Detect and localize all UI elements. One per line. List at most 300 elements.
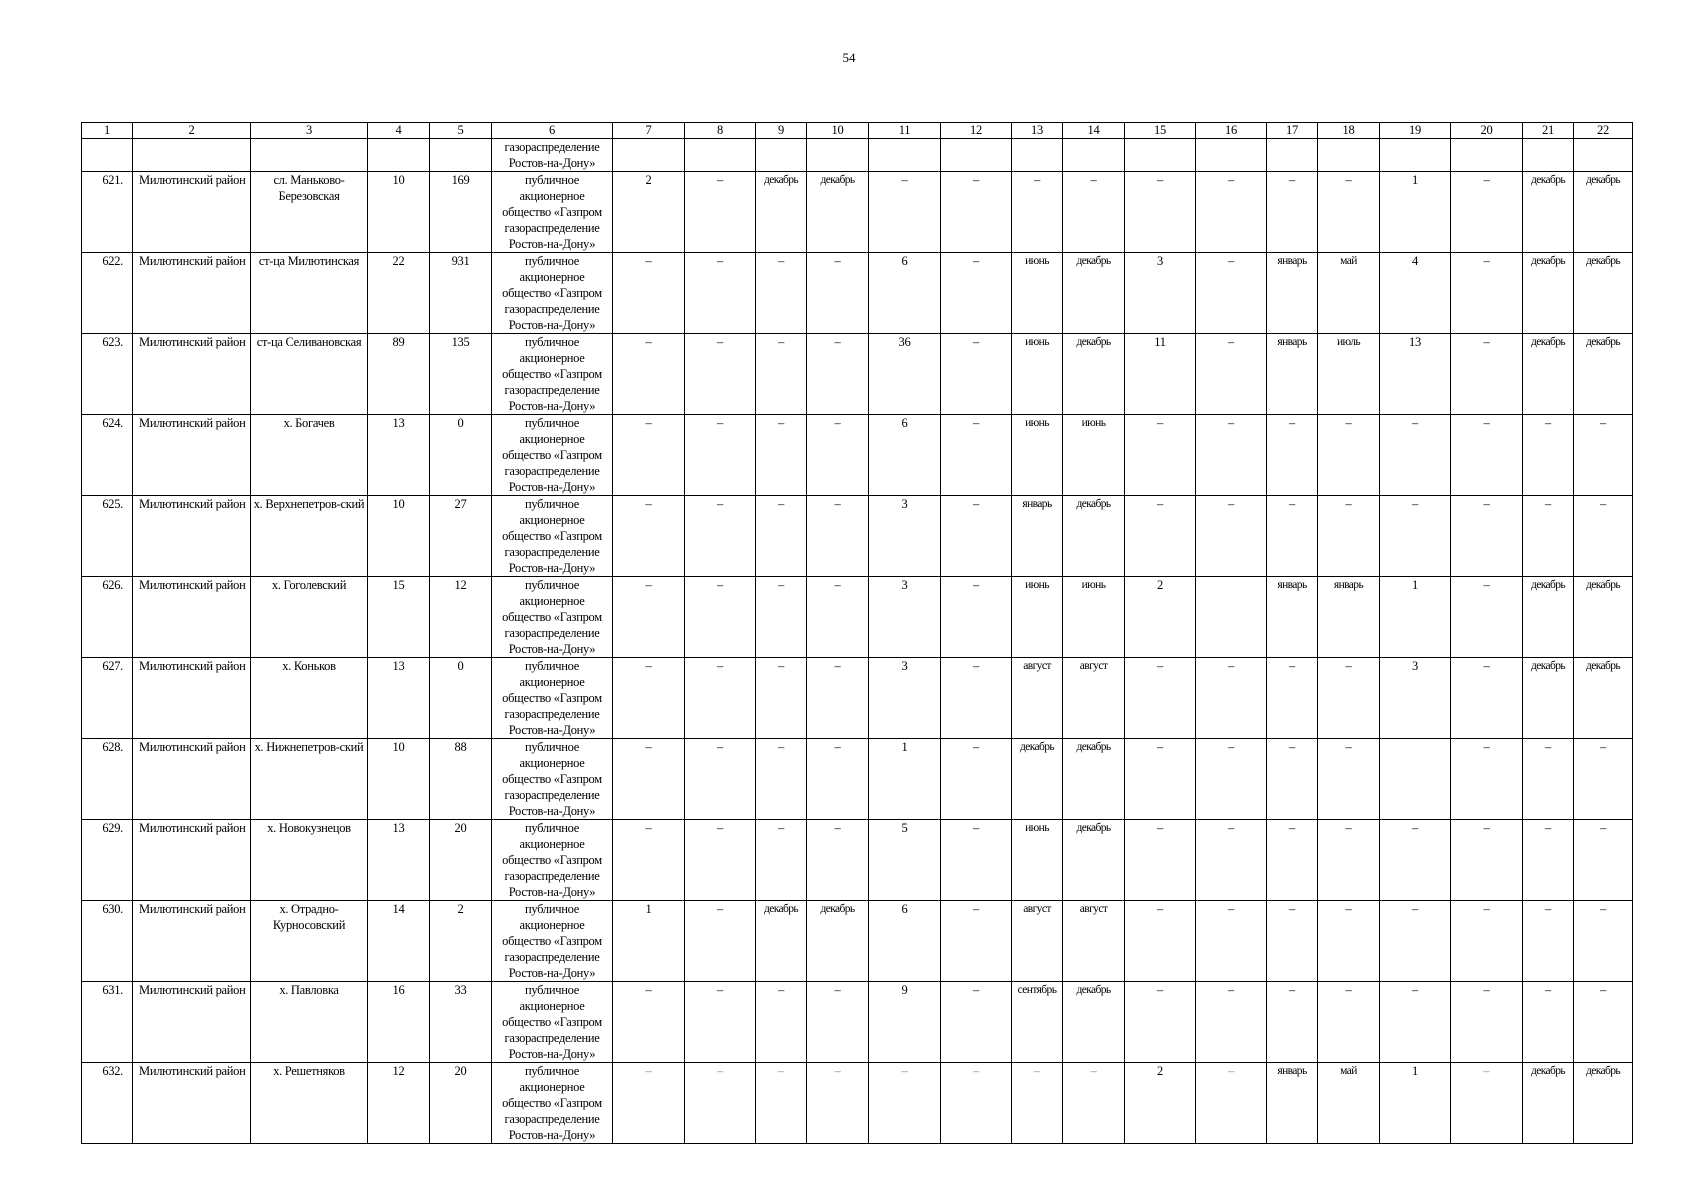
table-cell-col-21: декабрь	[1523, 577, 1574, 658]
table-cell-col-6: публичное акционерное общество «Газпром газораспределение Ростов-на-Дону»	[492, 739, 613, 820]
table-cell-col-18: июль	[1318, 334, 1380, 415]
table-cell-col-7: –	[613, 577, 685, 658]
column-header-2: 2	[133, 123, 251, 139]
table-cell-col-11: 6	[869, 253, 941, 334]
table-cell-col-9: –	[756, 982, 807, 1063]
table-cell-col-18	[1318, 139, 1380, 172]
table-cell-col-1: 630.	[82, 901, 133, 982]
table-cell-col-3: х. Богачев	[251, 415, 368, 496]
table-cell-col-17: январь	[1267, 253, 1318, 334]
table-cell-col-3: х. Коньков	[251, 658, 368, 739]
table-cell-col-8: –	[685, 820, 756, 901]
table-cell-col-14: –	[1063, 172, 1125, 253]
table-cell-col-15: –	[1125, 739, 1196, 820]
table-cell-col-13: июнь	[1012, 253, 1063, 334]
table-cell-col-2: Милютинский район	[133, 1063, 251, 1144]
table-cell-col-10: декабрь	[807, 901, 869, 982]
continuation-row	[82, 139, 1633, 172]
table-cell-col-11: 36	[869, 334, 941, 415]
table-cell-col-12: –	[941, 172, 1012, 253]
column-header-9: 9	[756, 123, 807, 139]
table-cell-col-22: –	[1574, 739, 1633, 820]
table-cell-col-1: 621.	[82, 172, 133, 253]
table-cell-col-18: –	[1318, 658, 1380, 739]
table-cell-col-5: 2	[430, 901, 492, 982]
table-cell-col-2: Милютинский район	[133, 334, 251, 415]
table-cell-col-12: –	[941, 901, 1012, 982]
table-cell-col-10: –	[807, 334, 869, 415]
table-cell-col-13: декабрь	[1012, 739, 1063, 820]
table-cell-col-11: 9	[869, 982, 941, 1063]
table-cell-col-22: –	[1574, 820, 1633, 901]
table-cell-col-12: –	[941, 577, 1012, 658]
table-cell-col-16: –	[1196, 172, 1267, 253]
table-cell-col-14: август	[1063, 658, 1125, 739]
table-cell-col-4: 13	[368, 658, 430, 739]
table-cell-col-9: –	[756, 577, 807, 658]
table-cell-col-16	[1196, 577, 1267, 658]
table-cell-col-1: 623.	[82, 334, 133, 415]
table-cell-col-5: 20	[430, 1063, 492, 1144]
table-cell-col-19: 1	[1380, 172, 1451, 253]
table-cell-col-11: –	[869, 172, 941, 253]
table-cell-col-16: –	[1196, 982, 1267, 1063]
column-header-14: 14	[1063, 123, 1125, 139]
column-header-5: 5	[430, 123, 492, 139]
table-cell-col-13: август	[1012, 901, 1063, 982]
table-cell-col-9: декабрь	[756, 172, 807, 253]
table-cell-col-15: 2	[1125, 1063, 1196, 1144]
table-cell-col-10: декабрь	[807, 172, 869, 253]
table-cell-col-16: –	[1196, 253, 1267, 334]
table-cell-col-5: 12	[430, 577, 492, 658]
column-header-21: 21	[1523, 123, 1574, 139]
table-cell-col-5: 88	[430, 739, 492, 820]
table-cell-col-1: 629.	[82, 820, 133, 901]
table-cell-col-12: –	[941, 658, 1012, 739]
table-cell-col-2: Милютинский район	[133, 496, 251, 577]
table-cell-col-12: –	[941, 739, 1012, 820]
table-cell-col-21: декабрь	[1523, 658, 1574, 739]
column-header-15: 15	[1125, 123, 1196, 139]
table-cell-col-22: декабрь	[1574, 1063, 1633, 1144]
table-cell-col-8: –	[685, 496, 756, 577]
table-cell-col-19: 4	[1380, 253, 1451, 334]
table-cell-col-22: декабрь	[1574, 658, 1633, 739]
table-cell-col-4: 13	[368, 415, 430, 496]
table-cell-col-5: 27	[430, 496, 492, 577]
table-cell-col-8: –	[685, 172, 756, 253]
table-cell-col-7: –	[613, 658, 685, 739]
table-cell-col-9: –	[756, 820, 807, 901]
table-cell-col-3: х. Новокузнецов	[251, 820, 368, 901]
table-cell-col-16: –	[1196, 820, 1267, 901]
table-cell-col-4: 10	[368, 172, 430, 253]
table-cell-col-3: х. Отрадно-Курносовский	[251, 901, 368, 982]
table-cell-col-19: –	[1380, 496, 1451, 577]
table-cell-col-3: х. Нижнепетров-ский	[251, 739, 368, 820]
table-cell-col-7: –	[613, 739, 685, 820]
table-cell-col-5: 33	[430, 982, 492, 1063]
table-cell-col-12: –	[941, 415, 1012, 496]
table-cell-col-15: –	[1125, 901, 1196, 982]
table-cell-col-3	[251, 139, 368, 172]
table-cell-col-22: декабрь	[1574, 253, 1633, 334]
table-cell-col-3: ст-ца Селивановская	[251, 334, 368, 415]
table-cell-col-7: –	[613, 496, 685, 577]
table-cell-col-1: 624.	[82, 415, 133, 496]
table-cell-col-17	[1267, 139, 1318, 172]
table-cell-col-16: –	[1196, 496, 1267, 577]
table-cell-col-2	[133, 139, 251, 172]
page-number: 54	[842, 50, 856, 65]
column-header-19: 19	[1380, 123, 1451, 139]
table-cell-col-17: январь	[1267, 577, 1318, 658]
table-cell-col-20: –	[1451, 253, 1523, 334]
column-header-8: 8	[685, 123, 756, 139]
table-row	[82, 658, 1633, 739]
table-cell-col-16: –	[1196, 415, 1267, 496]
table-cell-col-10	[807, 139, 869, 172]
table-cell-col-13: июнь	[1012, 334, 1063, 415]
table-cell-col-20: –	[1451, 577, 1523, 658]
column-header-10: 10	[807, 123, 869, 139]
table-cell-col-19: 3	[1380, 658, 1451, 739]
table-cell-col-4: 10	[368, 739, 430, 820]
table-cell-col-19	[1380, 739, 1451, 820]
table-cell-col-7: –	[613, 982, 685, 1063]
table-cell-col-11: 1	[869, 739, 941, 820]
table-cell-col-20: –	[1451, 1063, 1523, 1144]
table-cell-col-1: 628.	[82, 739, 133, 820]
table-cell-col-18: –	[1318, 496, 1380, 577]
column-header-7: 7	[613, 123, 685, 139]
table-cell-col-7: 1	[613, 901, 685, 982]
table-cell-col-14: –	[1063, 1063, 1125, 1144]
table-cell-col-22: декабрь	[1574, 577, 1633, 658]
table-cell-col-11: 6	[869, 415, 941, 496]
table-cell-col-10: –	[807, 820, 869, 901]
table-cell-col-9: декабрь	[756, 901, 807, 982]
table-cell-col-12: –	[941, 1063, 1012, 1144]
table-cell-col-3: ст-ца Милютинская	[251, 253, 368, 334]
table-cell-col-9: –	[756, 658, 807, 739]
table-cell-col-14: декабрь	[1063, 739, 1125, 820]
table-cell-col-2: Милютинский район	[133, 901, 251, 982]
table-cell-col-10: –	[807, 1063, 869, 1144]
table-cell-col-20: –	[1451, 901, 1523, 982]
table-cell-col-6: публичное акционерное общество «Газпром газораспределение Ростов-на-Дону»	[492, 253, 613, 334]
table-cell-col-12: –	[941, 820, 1012, 901]
table-cell-col-5: 169	[430, 172, 492, 253]
table-cell-col-12: –	[941, 334, 1012, 415]
table-cell-col-9: –	[756, 334, 807, 415]
table-cell-col-4	[368, 139, 430, 172]
table-cell-col-18: –	[1318, 901, 1380, 982]
table-cell-col-19: –	[1380, 820, 1451, 901]
column-header-6: 6	[492, 123, 613, 139]
table-cell-col-20: –	[1451, 820, 1523, 901]
table-cell-col-20: –	[1451, 982, 1523, 1063]
table-cell-col-21: декабрь	[1523, 1063, 1574, 1144]
table-cell-col-14: декабрь	[1063, 496, 1125, 577]
table-cell-col-10: –	[807, 739, 869, 820]
table-cell-col-15: 11	[1125, 334, 1196, 415]
table-cell-col-17: –	[1267, 658, 1318, 739]
table-cell-col-7: –	[613, 334, 685, 415]
table-cell-col-7: –	[613, 820, 685, 901]
table-cell-col-13: июнь	[1012, 577, 1063, 658]
table-cell-col-15: –	[1125, 658, 1196, 739]
table-cell-col-7: 2	[613, 172, 685, 253]
table-cell-col-22: –	[1574, 901, 1633, 982]
table-cell-col-18: –	[1318, 982, 1380, 1063]
column-number-row	[82, 123, 1633, 139]
table-cell-col-20	[1451, 139, 1523, 172]
table-cell-col-8: –	[685, 982, 756, 1063]
table-row	[82, 982, 1633, 1063]
table-cell-col-22: –	[1574, 982, 1633, 1063]
table-cell-col-1: 631.	[82, 982, 133, 1063]
table-cell-col-16: –	[1196, 739, 1267, 820]
table-cell-col-9: –	[756, 253, 807, 334]
table-row	[82, 1063, 1633, 1144]
table-cell-col-4: 13	[368, 820, 430, 901]
table-cell-col-14: июнь	[1063, 577, 1125, 658]
table-cell-col-3: сл. Маньково-Березовская	[251, 172, 368, 253]
table-cell-col-19: 1	[1380, 1063, 1451, 1144]
table-cell-col-6: публичное акционерное общество «Газпром газораспределение Ростов-на-Дону»	[492, 334, 613, 415]
table-cell-col-8: –	[685, 1063, 756, 1144]
table-cell-col-18: –	[1318, 415, 1380, 496]
column-header-17: 17	[1267, 123, 1318, 139]
table-cell-col-6: газораспределение Ростов-на-Дону»	[492, 139, 613, 172]
table-cell-col-3: х. Верхнепетров-ский	[251, 496, 368, 577]
table-cell-col-21: декабрь	[1523, 253, 1574, 334]
table-cell-col-6: публичное акционерное общество «Газпром газораспределение Ростов-на-Дону»	[492, 820, 613, 901]
table-cell-col-18: май	[1318, 253, 1380, 334]
table-cell-col-21	[1523, 139, 1574, 172]
table-cell-col-10: –	[807, 415, 869, 496]
table-cell-col-4: 12	[368, 1063, 430, 1144]
table-cell-col-14: декабрь	[1063, 820, 1125, 901]
table-cell-col-9: –	[756, 1063, 807, 1144]
table-cell-col-18: январь	[1318, 577, 1380, 658]
table-cell-col-3: х. Павловка	[251, 982, 368, 1063]
table-cell-col-15: –	[1125, 820, 1196, 901]
table-cell-col-21: –	[1523, 982, 1574, 1063]
table-cell-col-8: –	[685, 739, 756, 820]
column-header-3: 3	[251, 123, 368, 139]
table-cell-col-3: х. Гоголевский	[251, 577, 368, 658]
table-cell-col-10: –	[807, 496, 869, 577]
table-cell-col-2: Милютинский район	[133, 253, 251, 334]
table-cell-col-8	[685, 139, 756, 172]
table-row	[82, 901, 1633, 982]
table-cell-col-22: –	[1574, 496, 1633, 577]
table-cell-col-15: –	[1125, 415, 1196, 496]
table-cell-col-11	[869, 139, 941, 172]
table-cell-col-8: –	[685, 253, 756, 334]
table-cell-col-17: –	[1267, 172, 1318, 253]
table-cell-col-19: –	[1380, 982, 1451, 1063]
table-cell-col-3: х. Решетняков	[251, 1063, 368, 1144]
table-row	[82, 415, 1633, 496]
table-cell-col-10: –	[807, 577, 869, 658]
table-cell-col-22: –	[1574, 415, 1633, 496]
table-cell-col-6: публичное акционерное общество «Газпром газораспределение Ростов-на-Дону»	[492, 901, 613, 982]
table-cell-col-1: 622.	[82, 253, 133, 334]
table-cell-col-5: 931	[430, 253, 492, 334]
table-cell-col-11: 3	[869, 658, 941, 739]
table-cell-col-9: –	[756, 739, 807, 820]
table-cell-col-21: –	[1523, 901, 1574, 982]
table-row	[82, 253, 1633, 334]
table-cell-col-12: –	[941, 496, 1012, 577]
table-cell-col-17: –	[1267, 496, 1318, 577]
table-cell-col-22: декабрь	[1574, 172, 1633, 253]
table-cell-col-5: 0	[430, 415, 492, 496]
table-cell-col-2: Милютинский район	[133, 577, 251, 658]
table-cell-col-6: публичное акционерное общество «Газпром газораспределение Ростов-на-Дону»	[492, 577, 613, 658]
table-cell-col-16: –	[1196, 658, 1267, 739]
table-cell-col-21: –	[1523, 496, 1574, 577]
table-cell-col-1: 632.	[82, 1063, 133, 1144]
column-header-11: 11	[869, 123, 941, 139]
column-header-12: 12	[941, 123, 1012, 139]
table-cell-col-10: –	[807, 253, 869, 334]
table-cell-col-6: публичное акционерное общество «Газпром газораспределение Ростов-на-Дону»	[492, 1063, 613, 1144]
table-cell-col-22	[1574, 139, 1633, 172]
table-cell-col-15	[1125, 139, 1196, 172]
table-cell-col-15: 3	[1125, 253, 1196, 334]
table-row	[82, 577, 1633, 658]
table-cell-col-21: –	[1523, 415, 1574, 496]
table-cell-col-17: –	[1267, 982, 1318, 1063]
table-cell-col-9	[756, 139, 807, 172]
table-cell-col-19: 13	[1380, 334, 1451, 415]
table-cell-col-20: –	[1451, 739, 1523, 820]
table-cell-col-6: публичное акционерное общество «Газпром газораспределение Ростов-на-Дону»	[492, 658, 613, 739]
table-cell-col-15: 2	[1125, 577, 1196, 658]
table-cell-col-12	[941, 139, 1012, 172]
table-cell-col-13: август	[1012, 658, 1063, 739]
table-cell-col-2: Милютинский район	[133, 982, 251, 1063]
table-cell-col-7: –	[613, 253, 685, 334]
table-cell-col-2: Милютинский район	[133, 415, 251, 496]
table-cell-col-17: январь	[1267, 334, 1318, 415]
table-cell-col-2: Милютинский район	[133, 172, 251, 253]
table-cell-col-2: Милютинский район	[133, 739, 251, 820]
table-cell-col-4: 14	[368, 901, 430, 982]
table-cell-col-8: –	[685, 577, 756, 658]
table-cell-col-13: –	[1012, 1063, 1063, 1144]
table-cell-col-15: –	[1125, 982, 1196, 1063]
table-cell-col-11: 6	[869, 901, 941, 982]
table-cell-col-16	[1196, 139, 1267, 172]
table-cell-col-10: –	[807, 982, 869, 1063]
table-cell-col-14: июнь	[1063, 415, 1125, 496]
table-cell-col-7: –	[613, 1063, 685, 1144]
table-cell-col-6: публичное акционерное общество «Газпром газораспределение Ростов-на-Дону»	[492, 172, 613, 253]
table-cell-col-1: 625.	[82, 496, 133, 577]
table-cell-col-5	[430, 139, 492, 172]
table-cell-col-5: 135	[430, 334, 492, 415]
table-cell-col-21: –	[1523, 820, 1574, 901]
table-cell-col-4: 15	[368, 577, 430, 658]
table-row	[82, 820, 1633, 901]
table-cell-col-22: декабрь	[1574, 334, 1633, 415]
table-cell-col-5: 20	[430, 820, 492, 901]
column-header-4: 4	[368, 123, 430, 139]
table-cell-col-4: 22	[368, 253, 430, 334]
table-cell-col-14: август	[1063, 901, 1125, 982]
column-header-1: 1	[82, 123, 133, 139]
table-cell-col-13: июнь	[1012, 820, 1063, 901]
table-cell-col-21: –	[1523, 739, 1574, 820]
column-header-22: 22	[1574, 123, 1633, 139]
table-cell-col-11: 5	[869, 820, 941, 901]
column-header-16: 16	[1196, 123, 1267, 139]
table-cell-col-2: Милютинский район	[133, 658, 251, 739]
table-row	[82, 334, 1633, 415]
table-cell-col-6: публичное акционерное общество «Газпром газораспределение Ростов-на-Дону»	[492, 496, 613, 577]
table-cell-col-16: –	[1196, 901, 1267, 982]
table-cell-col-21: декабрь	[1523, 172, 1574, 253]
table-cell-col-19: 1	[1380, 577, 1451, 658]
table-row	[82, 172, 1633, 253]
table-cell-col-4: 10	[368, 496, 430, 577]
table-cell-col-14: декабрь	[1063, 982, 1125, 1063]
table-cell-col-8: –	[685, 901, 756, 982]
column-header-13: 13	[1012, 123, 1063, 139]
table-cell-col-1: 627.	[82, 658, 133, 739]
table-cell-col-14: декабрь	[1063, 253, 1125, 334]
table-cell-col-17: –	[1267, 415, 1318, 496]
table-cell-col-17: –	[1267, 820, 1318, 901]
table-cell-col-13: –	[1012, 172, 1063, 253]
table-cell-col-12: –	[941, 253, 1012, 334]
table-cell-col-8: –	[685, 415, 756, 496]
table-cell-col-16: –	[1196, 1063, 1267, 1144]
column-header-18: 18	[1318, 123, 1380, 139]
table-cell-col-19: –	[1380, 415, 1451, 496]
table-cell-col-9: –	[756, 496, 807, 577]
table-cell-col-7: –	[613, 415, 685, 496]
table-cell-col-20: –	[1451, 334, 1523, 415]
table-cell-col-1: 626.	[82, 577, 133, 658]
table-cell-col-19: –	[1380, 901, 1451, 982]
table-cell-col-20: –	[1451, 172, 1523, 253]
table-cell-col-17: –	[1267, 901, 1318, 982]
table-cell-col-20: –	[1451, 415, 1523, 496]
table-cell-col-1	[82, 139, 133, 172]
table-row	[82, 496, 1633, 577]
table-cell-col-15: –	[1125, 496, 1196, 577]
table-cell-col-14: декабрь	[1063, 334, 1125, 415]
table-cell-col-20: –	[1451, 496, 1523, 577]
table-cell-col-14	[1063, 139, 1125, 172]
table-cell-col-13	[1012, 139, 1063, 172]
table-cell-col-19	[1380, 139, 1451, 172]
table-cell-col-18: –	[1318, 820, 1380, 901]
table-cell-col-15: –	[1125, 172, 1196, 253]
table-cell-col-13: сентябрь	[1012, 982, 1063, 1063]
table-cell-col-13: июнь	[1012, 415, 1063, 496]
table-cell-col-7	[613, 139, 685, 172]
table-cell-col-6: публичное акционерное общество «Газпром газораспределение Ростов-на-Дону»	[492, 982, 613, 1063]
table-cell-col-8: –	[685, 658, 756, 739]
